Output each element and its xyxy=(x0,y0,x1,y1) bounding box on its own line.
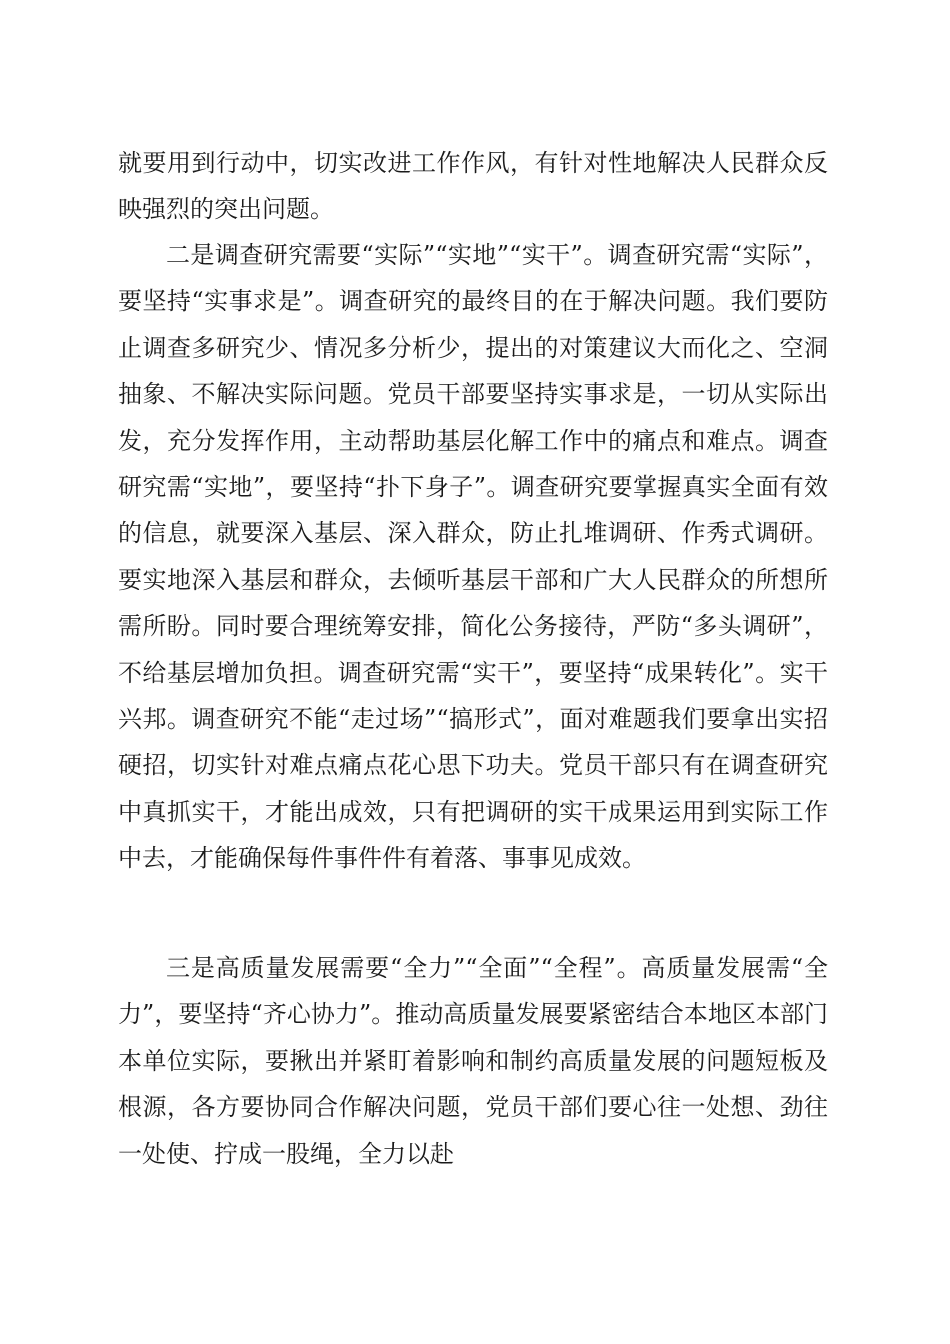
paragraph-high-quality-development: 三是高质量发展需要“全力”“全面”“全程”。高质量发展需“全力”，要坚持“齐心协力”。推动高质量发展要紧密结合本地区本部门本单位实际，要揪出并紧盯着影响和制约高质量发展的问题短板及根源，各方要协同合作解决问题，党员干部们要心往一处想、劲往一处使、拧成一股绳，全力以赴 xyxy=(118,954,828,1168)
paragraph-investigation-research: 二是调查研究需要“实际”“实地”“实干”。调查研究需“实际”，要坚持“实事求是”。调查研究的最终目的在于解决问题。我们要防止调查多研究少、情况多分析少，提出的对策建议大而化之、空洞抽象、不解决实际问题。党员干部要坚持实事求是，一切从实际出发，充分发挥作用，主动帮助基层化解工作中的痛点和难点。调查研究需“实地”，要坚持“扑下身子”。调查研究要掌握真实全面有效的信息，就要深入基层、深入群众，防止扎堆调研、作秀式调研。要实地深入基层和群众，去倾听基层干部和广大人民群众的所想所需所盼。同时要合理统筹安排，简化公务接待，严防“多头调研”，不给基层增加负担。调查研究需“实干”，要坚持“成果转化”。实干兴邦。调查研究不能“走过场”“搞形式”，面对难题我们要拿出实招硬招，切实针对难点痛点花心思下功夫。党员干部只有在调查研究中真抓实干，才能出成效，只有把调研的实干成果运用到实际工作中去，才能确保每件事件件有着落、事事见成效。 xyxy=(118,241,828,873)
paragraph-continuation: 就要用到行动中，切实改进工作作风，有针对性地解决人民群众反映强烈的突出问题。 xyxy=(118,149,828,224)
